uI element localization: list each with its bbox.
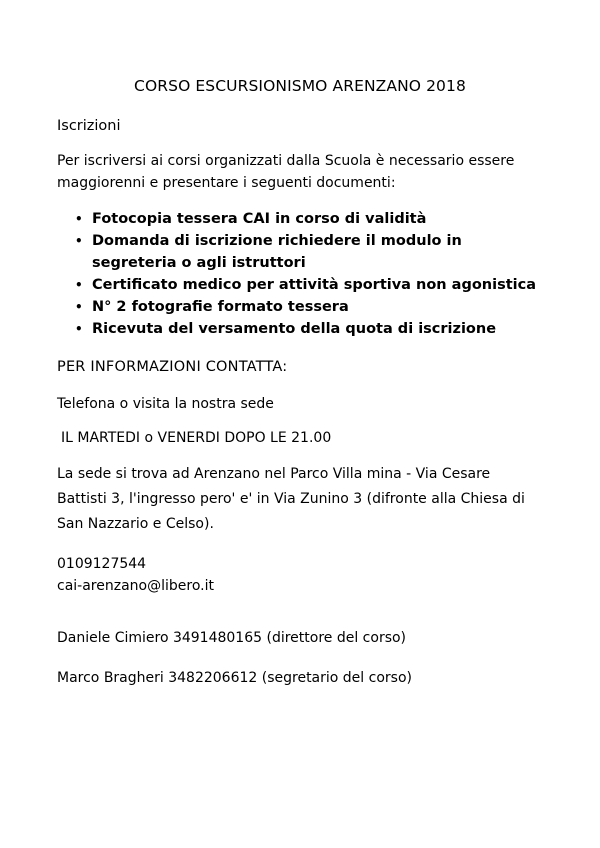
list-item-text: Domanda di iscrizione richiedere il modulo in segreteria o agli istruttori	[92, 233, 462, 271]
info-heading: PER INFORMAZIONI CONTATTA:	[57, 359, 288, 375]
director-contact: Daniele Cimiero 3491480165 (direttore del corso)	[57, 630, 407, 646]
schedule-line: IL MARTEDI o VENERDI DOPO LE 21.00	[61, 430, 332, 446]
address-paragraph: La sede si trova ad Arenzano nel Parco Villa mina - Via Cesare Battisti 3, l'ingresso pero' e' in Via Zunino 3 (difronte alla Chiesa di San Nazzario e Celso).	[57, 466, 525, 532]
page-title: CORSO ESCURSIONISMO ARENZANO 2018	[134, 77, 466, 95]
visit-line: Telefona o visita la nostra sede	[57, 396, 274, 412]
email-address[interactable]: cai-arenzano@libero.it	[57, 578, 214, 594]
bullet-icon: •	[75, 300, 83, 314]
section-heading: Iscrizioni	[57, 118, 121, 134]
secretary-contact: Marco Bragheri 3482206612 (segretario del corso)	[57, 670, 412, 686]
list-item	[57, 296, 547, 318]
list-item-text: N° 2 fotografie formato tessera	[92, 299, 349, 315]
list-item	[57, 318, 547, 340]
bullet-icon: •	[75, 212, 83, 226]
list-item-text: Fotocopia tessera CAI in corso di validità	[92, 211, 427, 227]
list-item	[57, 274, 547, 296]
bullet-icon: •	[75, 278, 83, 292]
requirements-list	[57, 208, 547, 340]
bullet-icon: •	[75, 234, 83, 248]
list-item	[57, 230, 547, 274]
list-item-text: Certificato medico per attività sportiva non agonistica	[92, 277, 537, 293]
contact-block	[57, 553, 214, 597]
list-item	[57, 208, 547, 230]
bullet-icon: •	[75, 322, 83, 336]
intro-paragraph: Per iscriversi ai corsi organizzati dalla Scuola è necessario essere maggiorenni e presentare i seguenti documenti:	[57, 153, 515, 191]
phone-number: 0109127544	[57, 556, 147, 572]
list-item-text: Ricevuta del versamento della quota di iscrizione	[92, 321, 497, 337]
